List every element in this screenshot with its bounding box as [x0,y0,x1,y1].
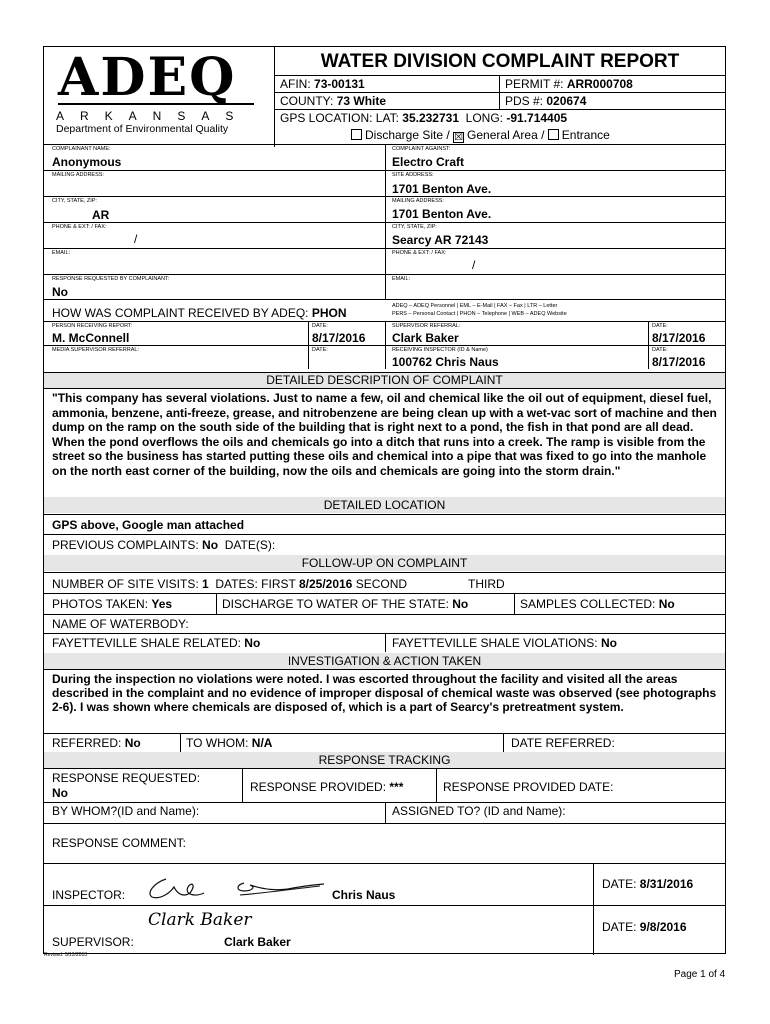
received-legend-line1: ADEQ – ADEQ Personnel | EML – E-Mail | FAX – Fax | LTR – Letter [392,303,558,309]
third-visit-field: THIRD [468,577,505,591]
location-type-options: Discharge Site / ☒ General Area / Entrance [351,128,610,143]
against-name: Electro Craft [392,155,465,169]
referred-field: REFERRED: No [52,736,141,750]
supervisor-label: SUPERVISOR: [52,935,134,949]
adeq-logo: ADEQ [58,47,237,108]
gps-field: GPS LOCATION: LAT: 35.232731 LONG: -91.714405 [280,111,568,125]
complaint-form: ADEQ ARKANSAS Department of Environmental Quality WATER DIVISION COMPLAINT REPORT AFIN: 73-00131 PERMIT #: ARR000708 COUNTY: 73 White PDS #: 020674 GPS LOCATION: LAT: 35.232731 LONG: -91.714405 Discharge Site / ☒ General Area / Entrance COMPLAINANT NAME: Anonymous MAILING ADDRESS: CITY, STATE, ZIP: AR PHONE & EXT: / FAX: / EMAIL: RESPONSE REQUESTED BY COMPLAINANT: No COMPLAINT AGAINST: Electro Craft SITE ADDRESS: 1701 Benton Ave. MAILING ADDRESS: 1701 Benton Ave. CITY, STATE, ZIP: Searcy AR 72143 PHONE & EXT: / FAX: / EMAIL: HOW WAS COMPLAINT RECEIVED BY ADEQ: PHON ADEQ – ADEQ Personnel | EML – E-Mail | FAX – Fax | LTR – Letter PERS – Personal Contact | PHON – Telephone | WEB – ADEQ Website PERSON RECEIVING REPORT: M. McConnell DATE: 8/17/2016 SUPERVISOR REFERRAL: Clark Baker DATE: 8/17/2016 MEDIA SUPERVISOR REFERRAL: DATE: RECEIVING INSPECTOR (ID & Name) 100762 Chris Naus DATE: 8/17/2016 DETAILED DESCRIPTION OF COMPLAINT "This company has several violations. Just to name a few, oil and chemical like the oil out of equipment, diesel fuel, ammonia, benzene, anti-freeze, grease, and nitrobenzene are being clean up with a wet-vac sort of machine and then dump on the ramp on the south side of the building that is right next to a pond, the fish in that pond are all dead. When the pond overflows the oils and chemicals go into a ditch that runs into a creek. The ramp is visible from the street so the business has started putting these oils and chemical into a pipe that was fixed to go into the manhole on the north east corner of the building, now the oils and chemicals are going into the storm drain." DETAILED LOCATION GPS above, Google man attached PREVIOUS COMPLAINTS: No DATE(S): FOLLOW-UP ON COMPLAINT NUMBER OF SITE VISITS: 1 DATES: FIRST 8/25/2016 SECOND THIRD PHOTOS TAKEN: Yes DISCHARGE TO WATER OF THE STATE: No SAMPLES COLLECTED: No NAME OF WATERBODY: FAYETTEVILLE SHALE RELATED: No FAYETTEVILLE SHALE VIOLATIONS: No INVESTIGATION & ACTION TAKEN During the inspection no violations were noted. I was escorted throughout the facility and visited all the areas described in the complaint and no evidence of improper disposal of chemical waste was observed (see photographs 2-6). I was shown where chemicals are disposed of, which is a part of Searcy's pretreatment system. REFERRED: No TO WHOM: N/A DATE REFERRED: RESPONSE TRACKING RESPONSE REQUESTED: No RESPONSE PROVIDED: *** RESPONSE PROVIDED DATE: BY WHOM?(ID and Name): ASSIGNED TO? (ID and Name): RESPONSE COMMENT: INSPECTOR: Chris Naus DATE: 8/31/2016 Clark Baker SUPERVISOR: Clark Baker DATE: 9/8/2016 [43,46,726,954]
complainant-phone: / [134,232,138,246]
previous-complaints-field: PREVIOUS COMPLAINTS: No DATE(S): [52,538,276,552]
supervisor-name: Clark Baker [224,935,291,949]
investigation-text: During the inspection no violations were noted. I was escorted throughout the facility and visited all the areas described in the complaint and no evidence of improper disposal of chemical waste was observed (see photographs 2-6). I was shown where chemicals are disposed of, which is a part of Searcy's pretreatment system. [52,672,717,715]
logo-rule [58,103,254,105]
person-receiving: M. McConnell [52,331,130,345]
general-area-checkbox[interactable]: ☒ [454,132,464,143]
complainant-city: AR [92,208,110,222]
shale-violations-field: FAYETTEVILLE SHALE VIOLATIONS: No [392,636,617,650]
inspector-signature [144,867,334,903]
receiving-inspector: 100762 Chris Naus [392,355,499,369]
response-heading: RESPONSE TRACKING [44,752,725,768]
response-provided-date-field: RESPONSE PROVIDED DATE: [443,780,614,794]
inspector-date-field: DATE: 8/31/2016 [602,877,694,891]
inspector-name: Chris Naus [332,888,396,902]
site-visits-field: NUMBER OF SITE VISITS: 1 DATES: FIRST 8/25/2016 SECOND [52,577,408,591]
complaint-description: "This company has several violations. Just to name a few, oil and chemical like the oil out of equipment, diesel fuel, ammonia, benzene, anti-freeze, grease, and nitrobenzene are being clean up with a wet-vac sort of machine and then dump on the ramp on the south side of the building that is right next to a pond, the fish in that pond are all dead. When the pond overflows the oils and chemicals go into a ditch that runs into a creek. The ramp is visible from the street so the business has started putting these oils and chemical into a pipe that was fixed to go into the manhole on the north east corner of the building, now the oils and chemicals are going into the storm drain." [52,391,717,478]
entrance-checkbox[interactable] [548,129,559,140]
discharge-site-checkbox[interactable] [351,129,362,140]
response-requested-value: No [52,786,68,800]
description-heading: DETAILED DESCRIPTION OF COMPLAINT [44,372,725,388]
county-field: COUNTY: 73 White [280,94,387,108]
revised-note: Revised: 5/13/2013 [44,952,88,958]
against-city: Searcy AR 72143 [392,233,489,247]
logo-department: Department of Environmental Quality [56,123,229,135]
discharge-field: DISCHARGE TO WATER OF THE STATE: No [222,597,469,611]
receiving-inspector-date: 8/17/2016 [652,355,706,369]
supervisor-signature: Clark Baker [148,910,252,930]
date-referred-field: DATE REFERRED: [511,736,615,750]
received-date: 8/17/2016 [312,331,366,345]
received-legend-line2: PERS – Personal Contact | PHON – Telephone | WEB – ADEQ Website [392,311,567,317]
logo-state: ARKANSAS [56,109,250,123]
form-title: WATER DIVISION COMPLAINT REPORT [320,51,680,72]
assigned-to-field: ASSIGNED TO? (ID and Name): [392,804,566,818]
location-details: GPS above, Google man attached [52,518,245,532]
supervisor-date-field: DATE: 9/8/2016 [602,920,687,934]
shale-related-field: FAYETTEVILLE SHALE RELATED: No [52,636,261,650]
against-mailing-address: 1701 Benton Ave. [392,207,492,221]
supervisor-referral: Clark Baker [392,331,459,345]
photos-taken-field: PHOTOS TAKEN: Yes [52,597,173,611]
pds-field: PDS #: 020674 [505,94,587,108]
response-comment-field: RESPONSE COMMENT: [52,836,187,850]
waterbody-field: NAME OF WATERBODY: [52,617,189,631]
afin-field: AFIN: 73-00131 [280,77,365,91]
complainant-response-requested: No [52,285,68,299]
response-provided-field: RESPONSE PROVIDED: *** [250,780,404,794]
permit-field: PERMIT #: ARR000708 [505,77,633,91]
page-number: Page 1 of 4 [674,969,726,980]
inspector-label: INSPECTOR: [52,888,126,902]
against-phone: / [472,258,476,272]
investigation-heading: INVESTIGATION & ACTION TAKEN [44,653,725,669]
by-whom-field: BY WHOM?(ID and Name): [52,804,200,818]
response-requested-label: RESPONSE REQUESTED: [52,771,201,785]
to-whom-field: TO WHOM: N/A [186,736,273,750]
how-received-field: HOW WAS COMPLAINT RECEIVED BY ADEQ: PHON [52,306,347,320]
followup-heading: FOLLOW-UP ON COMPLAINT [44,555,725,571]
samples-collected-field: SAMPLES COLLECTED: No [520,597,675,611]
against-site-address: 1701 Benton Ave. [392,182,492,196]
location-heading: DETAILED LOCATION [44,497,725,513]
supervisor-referral-date: 8/17/2016 [652,331,706,345]
complainant-name: Anonymous [52,155,122,169]
